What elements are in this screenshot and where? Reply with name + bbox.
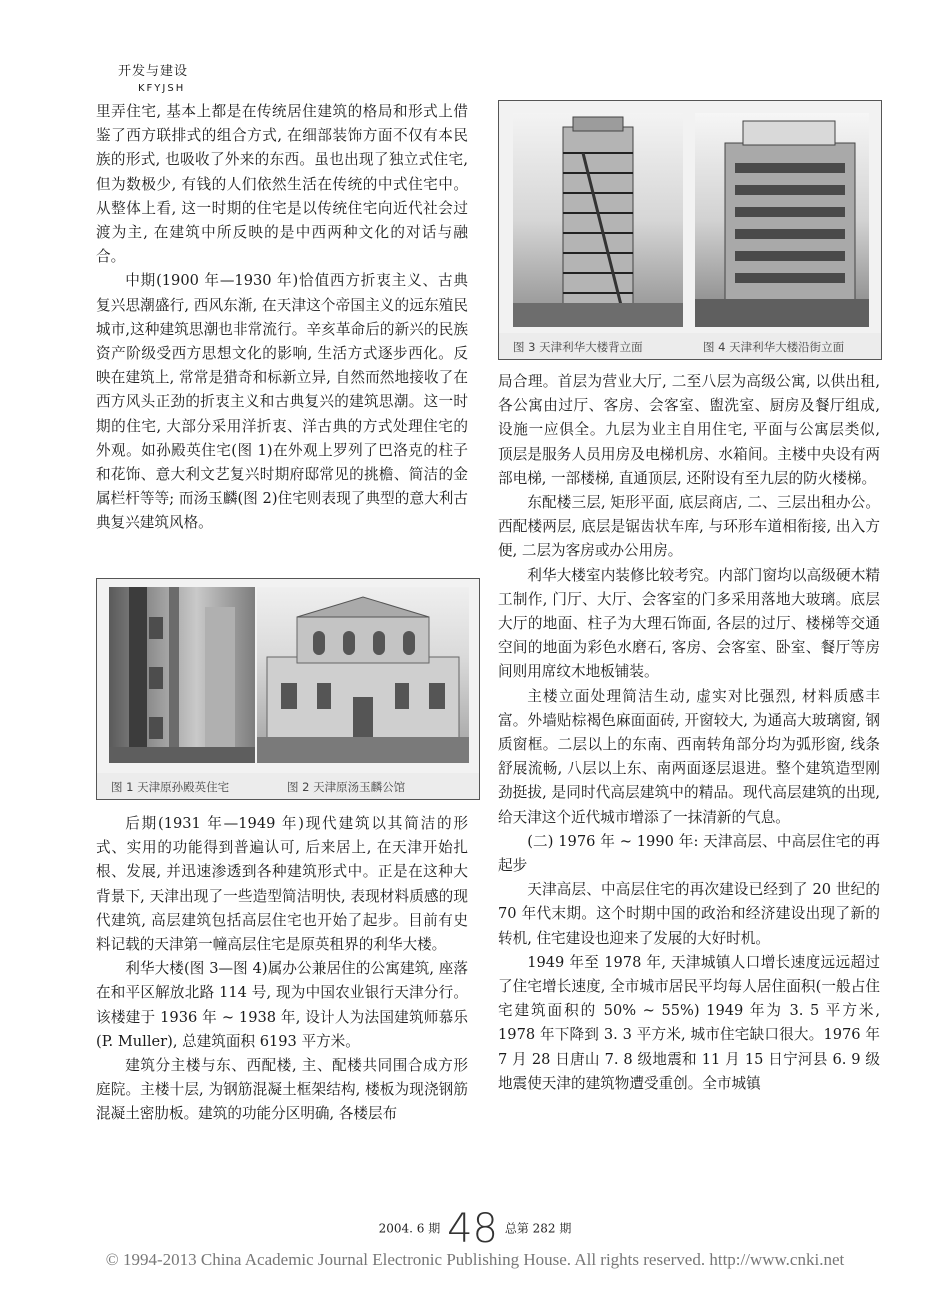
paragraph: 局合理。首层为营业大厅, 二至八层为高级公寓, 以供出租, 各公寓由过厅、客房、会客室、盥洗室、厨房及餐厅组成, 设施一应俱全。九层为业主自用住宅, 平面与公寓层类似, 顶层是服务人员用房及电梯机房、水箱间。主楼中央设有两部电梯, 一部楼梯, 直通顶层, 还附设有至九层的防火楼梯。 — [498, 373, 880, 487]
right-column — [498, 370, 880, 1096]
photo-tang-yulin-mansion — [257, 587, 469, 763]
caption-figure-1: 图 1 天津原孙殿英住宅 — [111, 780, 230, 794]
paragraph: 利华大楼(图 3—图 4)属办公兼居住的公寓建筑, 座落在和平区解放北路 114 号, 现为中国农业银行天津分行。该楼建于 1936 年 ~ 1938 年, 设计人为法国建筑师慕乐(P. Muller), 总建筑面积 6193 平方米。 — [96, 960, 468, 1050]
journal-header — [118, 60, 318, 94]
journal-section-code: KFYJSH — [138, 83, 186, 94]
paragraph: 利华大楼室内装修比较考究。内部门窗均以高级硬木精工制作, 门厅、大厅、会客室的门多采用落地大玻璃。底层大厅的地面、柱子为大理石饰面, 各层的过厅、楼梯等交通空间的地面为彩色水磨石, 客房、会客室、卧室、餐厅等房间则用席纹木地板铺装。 — [498, 566, 880, 681]
issue-label: 2004. 6 期 — [378, 1221, 441, 1236]
paragraph: 天津高层、中高层住宅的再次建设已经到了 20 世纪的 70 年代末期。这个时期中国的政治和经济建设出现了新的转机, 住宅建设也迎来了发展的大好时机。 — [498, 881, 880, 947]
total-issue-label: 总第 282 期 — [504, 1221, 572, 1236]
figure-3-4 — [498, 100, 882, 360]
photo-lihua-building-street — [695, 113, 869, 327]
left-column-top — [96, 100, 468, 536]
caption-figure-2: 图 2 天津原汤玉麟公馆 — [287, 780, 406, 794]
figure-1-2 — [96, 578, 480, 800]
paragraph: 建筑分主楼与东、西配楼, 主、配楼共同围合成方形庭院。主楼十层, 为钢筋混凝土框架结构, 楼板为现浇钢筋混凝土密肋板。建筑的功能分区明确, 各楼层布 — [96, 1057, 468, 1123]
photo-sun-dianying-residence — [109, 587, 255, 763]
paragraph: 里弄住宅, 基本上都是在传统居住建筑的格局和形式上借鉴了西方联排式的组合方式, 在细部装饰方面不仅有本民族的形式, 也吸收了外来的东西。虽也出现了独立式住宅, 但为数极少, 有钱的人们依然生活在传统的中式住宅中。从整体上看, 这一时期的住宅是以传统住宅向近代社会过渡为主, 在建筑中所反映的是中西两种文化的对话与融合。 — [96, 103, 468, 266]
figure-1-2-captions — [97, 773, 479, 799]
journal-section-title: 开发与建设 — [118, 64, 189, 79]
section-heading: (二) 1976 年 ~ 1990 年: 天津高层、中高层住宅的再起步 — [498, 832, 880, 875]
paragraph: 1949 年至 1978 年, 天津城镇人口增长速度远远超过了住宅增长速度, 全市城市居民平均每人居住面积(一般占住宅建筑面积的 50% ~ 55%) 1949 年为 3. 5 平方米, 1978 年下降到 3. 3 平方米, 城市住宅缺口很大。1976 年 7 月 28 日唐山 7. 8 级地震和 11 月 15 日宁河县 6. 9 级地震使天津的建筑物遭受重创。全市城镇 — [498, 953, 880, 1092]
paragraph: 中期(1900 年—1930 年)恰值西方折衷主义、古典复兴思潮盛行, 西风东渐, 在天津这个帝国主义的远东殖民城市,这种建筑思潮也非常流行。辛亥革命后的新兴的民族资产阶级受西方思想文化的影响, 生活方式逐步西化。反映在建筑上, 常常是猎奇和标新立异, 自然而然地接收了在西方风头正劲的折衷主义和古典复兴的建筑思潮。这一时期的住宅, 大部分采用洋折衷、洋古典的方式处理住宅的外观。如孙殿英住宅(图 1)在外观上罗列了巴洛克的柱子和花饰、意大利文艺复兴时期府邸常见的挑檐、简洁的金属栏杆等等; 而汤玉麟(图 2)住宅则表现了典型的意大利古典复兴建筑风格。 — [96, 272, 468, 532]
left-column-bottom — [96, 812, 468, 1127]
copyright-notice: © 1994-2013 China Academic Journal Electronic Publishing House. All rights reserved. http://www.cnki.net — [105, 1250, 845, 1269]
paragraph: 东配楼三层, 矩形平面, 底层商店, 二、三层出租办公。西配楼两层, 底层是锯齿状车库, 与环形车道相衔接, 出入方便, 二层为客房或办公用房。 — [498, 494, 880, 560]
caption-figure-3: 图 3 天津利华大楼背立面 — [513, 340, 643, 354]
paragraph: 主楼立面处理简洁生动, 虚实对比强烈, 材料质感丰富。外墙贴棕褐色麻面面砖, 开窗较大, 为通高大玻璃窗, 钢质窗框。二层以上的东南、西南转角部分均为弧形窗, 线条舒展流畅, 八层以上东、南两面逐层退进。整个建筑造型刚劲挺拔, 是同时代高层建筑中的精品。现代高层建筑的出现, 给天津这个近代城市增添了一抹清新的气息。 — [498, 687, 880, 826]
page-footer — [0, 1206, 950, 1252]
figure-3-4-captions — [499, 333, 881, 359]
page-number: 48 — [447, 1206, 498, 1252]
photo-lihua-building-rear — [513, 113, 683, 327]
caption-figure-4: 图 4 天津利华大楼沿街立面 — [703, 340, 845, 354]
paragraph: 后期(1931 年—1949 年)现代建筑以其简洁的形式、实用的功能得到普遍认可, 后来居上, 在天津开始扎根、发展, 并迅速渗透到各种建筑形式中。正是在这种大背景下, 天津出现了一些造型简洁明快, 表现材料质感的现代建筑, 高层建筑包括高层住宅也开始了起步。目前有史料记载的天津第一幢高层住宅是原英租界的利华大楼。 — [96, 815, 468, 954]
